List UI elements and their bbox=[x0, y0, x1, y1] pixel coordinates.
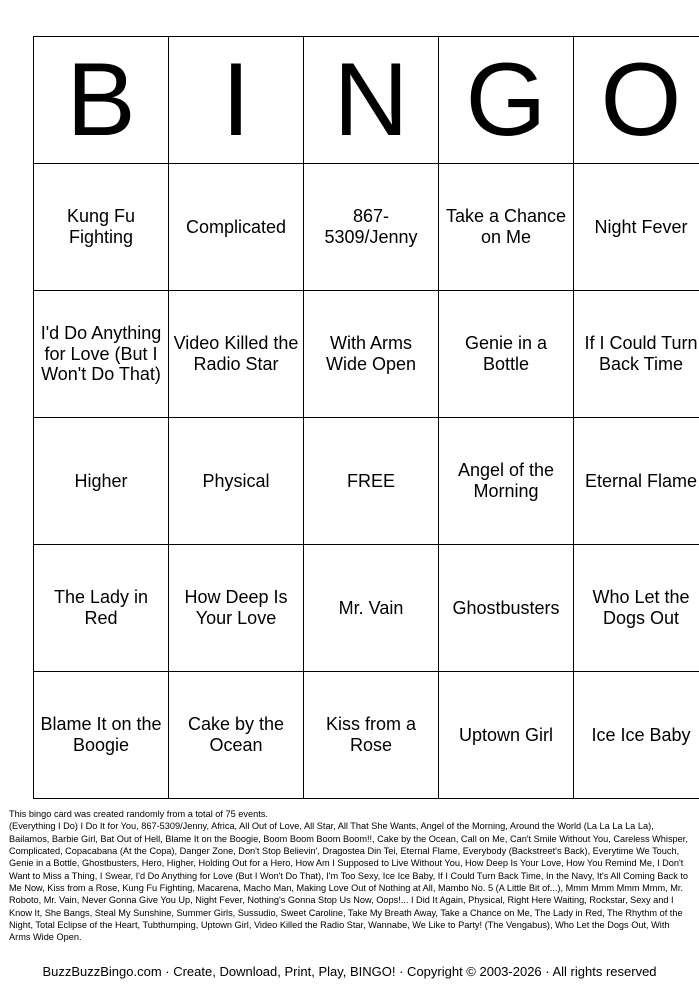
bingo-row bbox=[34, 291, 699, 418]
bingo-cell: Mr. Vain bbox=[304, 545, 439, 672]
bingo-cell: With Arms Wide Open bbox=[304, 291, 439, 418]
card-info bbox=[9, 808, 691, 944]
bingo-cell: Night Fever bbox=[574, 164, 699, 291]
bingo-cell: Higher bbox=[34, 418, 169, 545]
bingo-cell: Genie in a Bottle bbox=[439, 291, 574, 418]
bingo-cell: Blame It on the Boogie bbox=[34, 672, 169, 799]
bingo-cell: Who Let the Dogs Out bbox=[574, 545, 699, 672]
bingo-cell: Ghostbusters bbox=[439, 545, 574, 672]
bingo-cell: Uptown Girl bbox=[439, 672, 574, 799]
bingo-cell: I'd Do Anything for Love (But I Won't Do That) bbox=[34, 291, 169, 418]
bingo-card bbox=[33, 36, 699, 799]
bingo-cell: Eternal Flame bbox=[574, 418, 699, 545]
bingo-row bbox=[34, 672, 699, 799]
page-footer: BuzzBuzzBingo.com · Create, Download, Print, Play, BINGO! · Copyright © 2003-2026 · All rights reserved bbox=[42, 964, 657, 979]
bingo-cell: Video Killed the Radio Star bbox=[169, 291, 304, 418]
card-info-line: This bingo card was created randomly from a total of 75 events. bbox=[9, 809, 268, 819]
header-letter-o: O bbox=[574, 37, 699, 164]
bingo-cell: Cake by the Ocean bbox=[169, 672, 304, 799]
bingo-cell: 867-5309/Jenny bbox=[304, 164, 439, 291]
bingo-cell: Ice Ice Baby bbox=[574, 672, 699, 799]
bingo-cell: Kiss from a Rose bbox=[304, 672, 439, 799]
bingo-cell: How Deep Is Your Love bbox=[169, 545, 304, 672]
bingo-row bbox=[34, 418, 699, 545]
bingo-cell: Kung Fu Fighting bbox=[34, 164, 169, 291]
bingo-cell: Physical bbox=[169, 418, 304, 545]
bingo-cell: Angel of the Morning bbox=[439, 418, 574, 545]
bingo-header-row bbox=[34, 37, 699, 164]
bingo-cell: Take a Chance on Me bbox=[439, 164, 574, 291]
bingo-cell: Complicated bbox=[169, 164, 304, 291]
bingo-cell: If I Could Turn Back Time bbox=[574, 291, 699, 418]
events-list: (Everything I Do) I Do It for You, 867-5309/Jenny, Africa, All Out of Love, All Star, All That She Wants, Angel of the Morning, Around the World (La La La La La), Bailamos, Barbie Girl, Bat Out of Hell, Blame It on the Boogie, Boom Boom Boom Boom!!, Cake by the Ocean, Call on Me, Can't Smile Without You, Careless Whisper, Complicated, Copacabana (At the Copa), Danger Zone, Don't Stop Believin', Dragostea Din Tei, Eternal Flame, Everybody (Backstreet's Back), Everytime We Touch, Genie in a Bottle, Ghostbusters, Hero, Higher, Holding Out for a Hero, How Am I Supposed to Live Without You, How Deep Is Your Love, How You Remind Me, I Don't Want to Miss a Thing, I Swear, I'd Do Anything for Love (But I Won't Do That), I'm Too Sexy, Ice Ice Baby, If I Could Turn Back Time, In the Navy, It's All Coming Back to Me Now, Kiss from a Rose, Kung Fu Fighting, Macarena, Macho Man, Making Love Out of Nothing at All, Mambo No. 5 (A Little Bit of...), Mmm Mmm Mmm Mmm, Mr. Roboto, Mr. Vain, Never Gonna Give You Up, Night Fever, Nothing's Gonna Stop Us Now, Oops!... I Did It Again, Physical, Right Here Waiting, Rockstar, Sexy and I Know It, She Bangs, Steal My Sunshine, Summer Girls, Sussudio, Sweet Caroline, Take My Breath Away, Take a Chance on Me, The Lady in Red, The Rhythm of the Night, Total Eclipse of the Heart, Tubthumping, Uptown Girl, Video Killed the Radio Star, Wannabe, We Like to Party! (The Vengabus), Who Let the Dogs Out, With Arms Wide Open. bbox=[9, 821, 689, 943]
header-letter-i: I bbox=[169, 37, 304, 164]
bingo-row bbox=[34, 545, 699, 672]
header-letter-n: N bbox=[304, 37, 439, 164]
header-letter-g: G bbox=[439, 37, 574, 164]
bingo-row bbox=[34, 164, 699, 291]
bingo-cell: The Lady in Red bbox=[34, 545, 169, 672]
header-letter-b: B bbox=[34, 37, 169, 164]
bingo-free-cell: FREE bbox=[304, 418, 439, 545]
